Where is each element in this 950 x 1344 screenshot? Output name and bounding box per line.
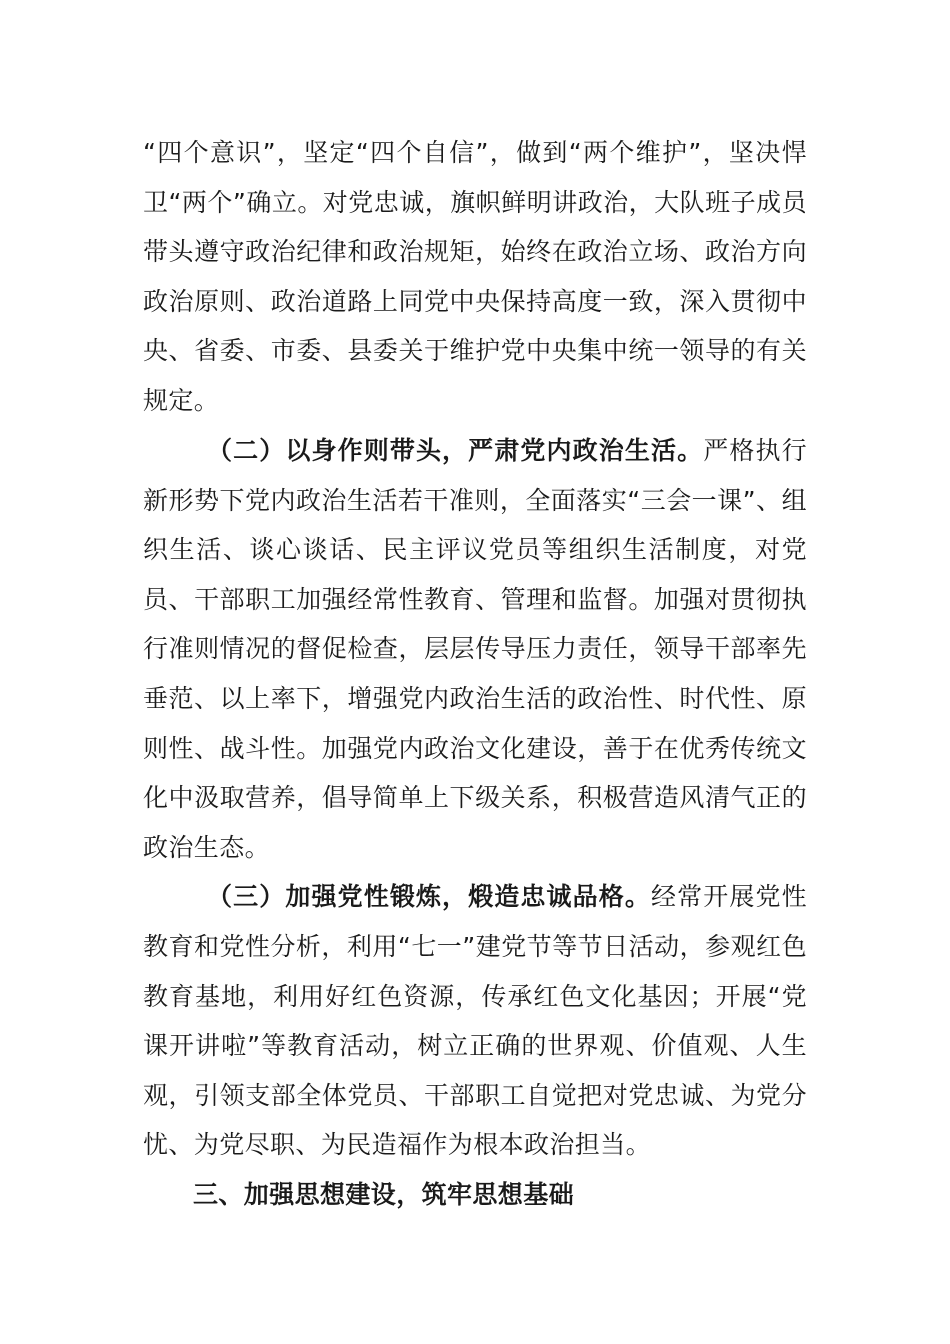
section-heading: 三、加强思想建设，筑牢思想基础	[193, 1179, 575, 1209]
paragraph-lead-heading: （三）加强党性锻炼，煅造忠诚品格。	[207, 882, 651, 912]
paragraph-lead-heading: （二）以身作则带头，严肃党内政治生活。	[207, 436, 704, 466]
paragraph-item-2	[143, 426, 807, 872]
paragraph-text: “四个意识”，坚定“四个自信”，做到“两个维护”，坚决悍卫“两个”确立。对党忠诚，旗帜鲜明讲政治，大队班子成员带头遵守政治纪律和政治规矩，始终在政治立场、政治方向政治原则、政治道路上同党中央保持高度一致，深入贯彻中央、省委、市委、县委关于维护党中央集中统一领导的有关规定。	[143, 138, 807, 415]
paragraph-item-3	[143, 872, 807, 1170]
paragraph-text: 经常开展党性教育和党性分析，利用“七一”建党节等节日活动，参观红色教育基地，利用好红色资源，传承红色文化基因；开展“党课开讲啦”等教育活动，树立正确的世界观、价值观、人生观，引领支部全体党员、干部职工自觉把对党忠诚、为党分忧、为党尽职、为民造福作为根本政治担当。	[143, 882, 807, 1160]
paragraph-text: 严格执行新形势下党内政治生活若干准则，全面落实“三会一课”、组织生活、谈心谈话、民主评议党员等组织生活制度，对党员、干部职工加强经常性教育、管理和监督。加强对贯彻执行准则情况的督促检查，层层传导压力责任，领导干部率先垂范、以上率下，增强党内政治生活的政治性、时代性、原则性、战斗性。加强党内政治文化建设，善于在优秀传统文化中汲取营养，倡导简单上下级关系，积极营造风清气正的政治生态。	[143, 436, 807, 862]
document-body	[143, 128, 807, 1220]
paragraph-continuation	[143, 128, 807, 426]
